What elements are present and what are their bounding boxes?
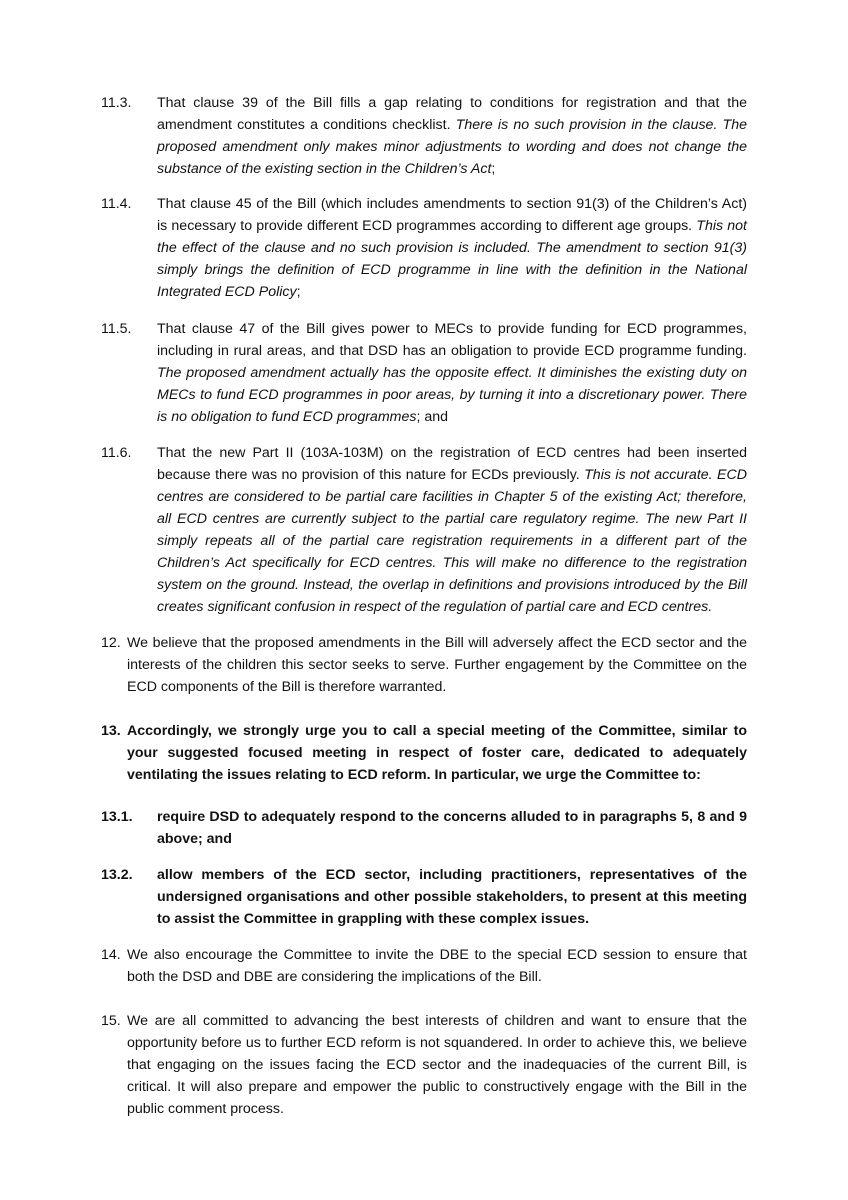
paragraph-number: 13.1. — [101, 809, 133, 825]
paragraph-number: 14. — [101, 947, 121, 963]
paragraph-number: 13.2. — [101, 867, 133, 883]
italic-rebuttal: The proposed amendment actually has the opposite effect. It diminishes the existing duty on MECs to fund ECD programmes in poor areas, by turning it into a discretionary power. There is no obligation to fund ECD programmes — [157, 365, 747, 425]
paragraph-11-6 — [101, 442, 747, 618]
paragraph-11-5 — [101, 318, 747, 428]
italic-rebuttal: There is no such provision in the clause. The proposed amendment only makes minor adjustments to wording and does not change the substance of the existing section in the Children’s Act — [157, 117, 747, 177]
paragraph-15 — [101, 1010, 747, 1120]
paragraph-text: That clause 45 of the Bill (which includes amendments to section 91(3) of the Children’s Act) is necessary to provide different ECD programmes according to different age groups. This not the effect of the clause and no such provision is included. The amendment to section 91(3) simply brings the definition of ECD programme in line with the definition in the National Integrated ECD Policy; — [157, 196, 747, 300]
paragraph-number: 11.6. — [101, 445, 132, 461]
paragraph-13-1 — [101, 806, 747, 850]
paragraph-number: 11.5. — [101, 321, 132, 337]
paragraph-text: We believe that the proposed amendments in the Bill will adversely affect the ECD sector and the interests of the children this sector seeks to serve. Further engagement by the Committee on the ECD components of the Bill is therefore warranted. — [127, 635, 747, 695]
paragraph-11-4 — [101, 193, 747, 303]
italic-rebuttal: This not the effect of the clause and no such provision is included. The amendment to section 91(3) simply brings the definition of ECD programme in line with the definition in the National Integrated ECD Policy — [157, 218, 747, 300]
paragraph-text: Accordingly, we strongly urge you to call a special meeting of the Committee, similar to your suggested focused meeting in respect of foster care, dedicated to adequately ventilating the issues relating to ECD reform. In particular, we urge the Committee to: — [127, 723, 747, 783]
paragraph-11-3 — [101, 92, 747, 180]
paragraph-text: That clause 47 of the Bill gives power to MECs to provide funding for ECD programmes, including in rural areas, and that DSD has an obligation to provide ECD programme funding. The proposed amendment actually has the opposite effect. It diminishes the existing duty on MECs to fund ECD programmes in poor areas, by turning it into a discretionary power. There is no obligation to fund ECD programmes; and — [157, 321, 747, 425]
italic-rebuttal: This is not accurate. ECD centres are considered to be partial care facilities in Chapter 5 of the existing Act; therefore, all ECD centres are currently subject to the partial care regulatory regime. The new Part II simply repeats all of the partial care registration requirements in a different part of the Children’s Act specifically for ECD centres. This will make no difference to the registration system on the ground. Instead, the overlap in definitions and provisions introduced by the Bill creates significant confusion in respect of the regulation of partial care and ECD centres. — [157, 467, 747, 615]
paragraph-number: 13. — [101, 723, 121, 739]
paragraph-text: That clause 39 of the Bill fills a gap relating to conditions for registration and that the amendment constitutes a conditions checklist. There is no such provision in the clause. The proposed amendment only makes minor adjustments to wording and does not change the substance of the existing section in the Children’s Act; — [157, 95, 747, 177]
paragraph-text: allow members of the ECD sector, including practitioners, representatives of the undersigned organisations and other possible stakeholders, to present at this meeting to assist the Committee in grappling with these complex issues. — [157, 867, 747, 927]
paragraph-13 — [101, 720, 747, 786]
paragraph-13-2 — [101, 864, 747, 930]
paragraph-text: We also encourage the Committee to invite the DBE to the special ECD session to ensure that both the DSD and DBE are considering the implications of the Bill. — [127, 947, 747, 985]
paragraph-number: 12. — [101, 635, 121, 651]
paragraph-text: require DSD to adequately respond to the concerns alluded to in paragraphs 5, 8 and 9 above; and — [157, 809, 747, 847]
paragraph-text: We are all committed to advancing the best interests of children and want to ensure that the opportunity before us to further ECD reform is not squandered. In order to achieve this, we believe that engaging on the issues facing the ECD sector and the inadequacies of the current Bill, is critical. It will also prepare and empower the public to constructively engage with the Bill in the public comment process. — [127, 1013, 747, 1117]
paragraph-14 — [101, 944, 747, 988]
paragraph-number: 15. — [101, 1013, 121, 1029]
paragraph-number: 11.4. — [101, 196, 132, 212]
paragraph-number: 11.3. — [101, 95, 132, 111]
paragraph-text: That the new Part II (103A-103M) on the registration of ECD centres had been inserted because there was no provision of this nature for ECDs previously. This is not accurate. ECD centres are considered to be partial care facilities in Chapter 5 of the existing Act; therefore, all ECD centres are currently subject to the partial care regulatory regime. The new Part II simply repeats all of the partial care registration requirements in a different part of the Children’s Act specifically for ECD centres. This will make no difference to the registration system on the ground. Instead, the overlap in definitions and provisions introduced by the Bill creates significant confusion in respect of the regulation of partial care and ECD centres. — [157, 445, 747, 615]
paragraph-12 — [101, 632, 747, 698]
